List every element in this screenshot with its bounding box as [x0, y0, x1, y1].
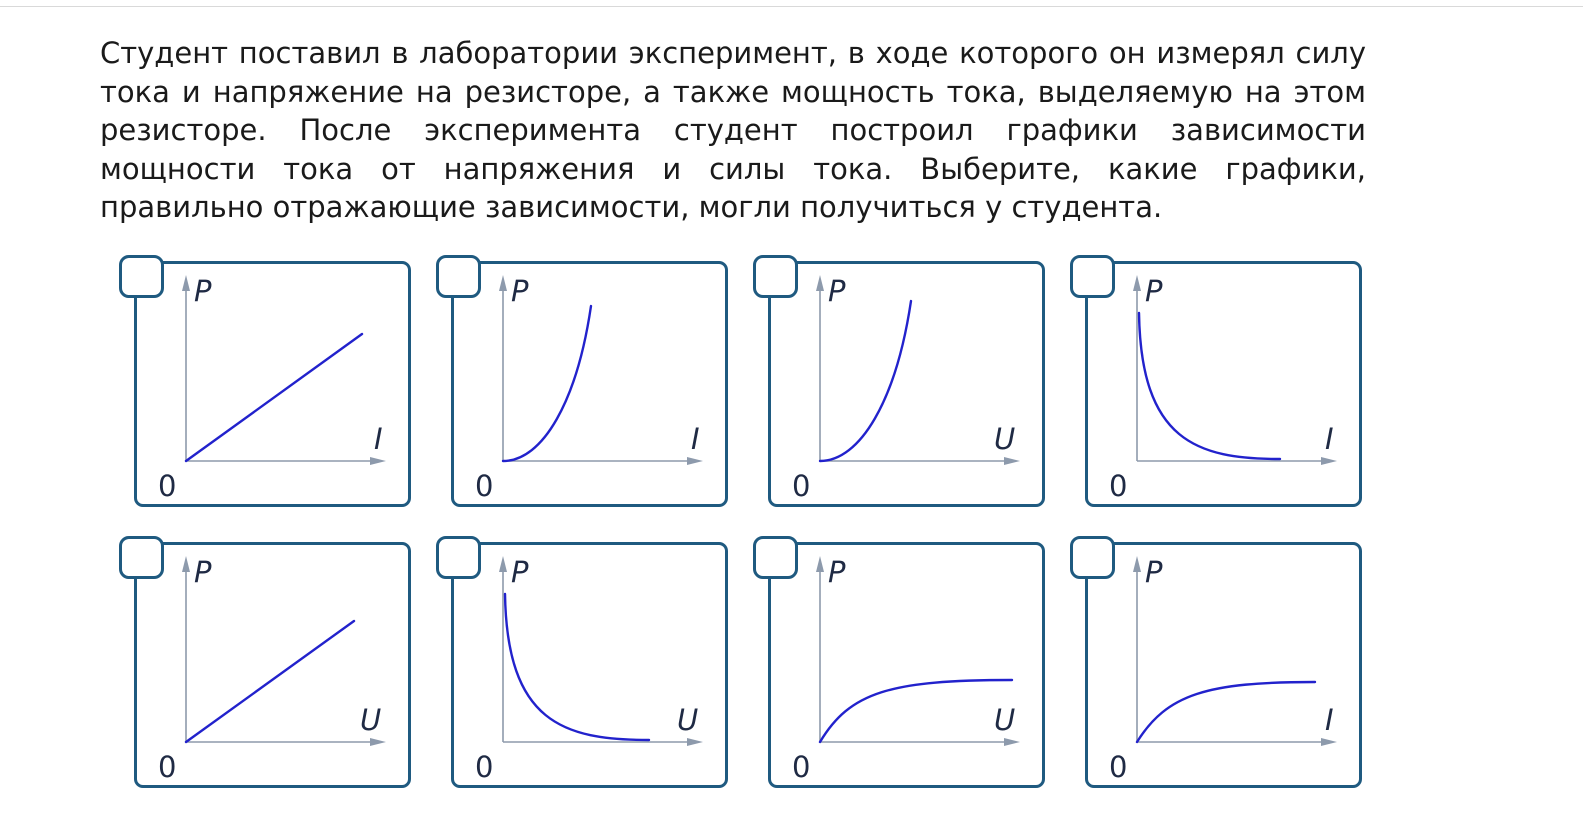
y-axis-label: P: [511, 555, 529, 589]
origin-label: 0: [1109, 469, 1128, 503]
y-axis-label: P: [1145, 555, 1163, 589]
y-axis-label: P: [511, 274, 529, 308]
x-axis-label: U: [677, 703, 699, 737]
y-axis-label: P: [828, 274, 846, 308]
option-checkbox-4[interactable]: [1070, 255, 1115, 298]
x-axis-label: I: [691, 422, 700, 456]
origin-label: 0: [158, 750, 177, 784]
x-axis-label: I: [1325, 703, 1334, 737]
option-checkbox-3[interactable]: [753, 255, 798, 298]
y-axis-label: P: [828, 555, 846, 589]
y-axis-label: P: [194, 555, 212, 589]
origin-label: 0: [475, 750, 494, 784]
x-axis-arrow-icon: [1321, 738, 1337, 746]
origin-label: 0: [158, 469, 177, 503]
graph-curve: [1137, 682, 1315, 742]
option-checkbox-5[interactable]: [119, 536, 164, 579]
option-checkbox-6[interactable]: [436, 536, 481, 579]
y-axis-label: P: [1145, 274, 1163, 308]
x-axis-label: U: [994, 703, 1016, 737]
origin-label: 0: [792, 469, 811, 503]
question-text: Студент поставил в лаборатории эксперимент, в ходе которого он измерял силу тока и напряжение на резисторе, а также мощность тока, выделяемую на этом резисторе. После эксперимента студент построил графики зависимости мощности тока от напряжения и силы тока. Выберите, какие графики, правильно отражающие зависимости, могли получиться у студента.: [100, 36, 1366, 224]
y-axis-arrow-icon: [1133, 556, 1141, 572]
x-axis-label: I: [1325, 422, 1334, 456]
option-checkbox-8[interactable]: [1070, 536, 1115, 579]
x-axis-label: U: [360, 703, 382, 737]
y-axis-label: P: [194, 274, 212, 308]
origin-label: 0: [475, 469, 494, 503]
x-axis-label: I: [374, 422, 383, 456]
origin-label: 0: [792, 750, 811, 784]
x-axis-label: U: [994, 422, 1016, 456]
option-checkbox-1[interactable]: [119, 255, 164, 298]
option-checkbox-7[interactable]: [753, 536, 798, 579]
option-checkbox-2[interactable]: [436, 255, 481, 298]
origin-label: 0: [1109, 750, 1128, 784]
